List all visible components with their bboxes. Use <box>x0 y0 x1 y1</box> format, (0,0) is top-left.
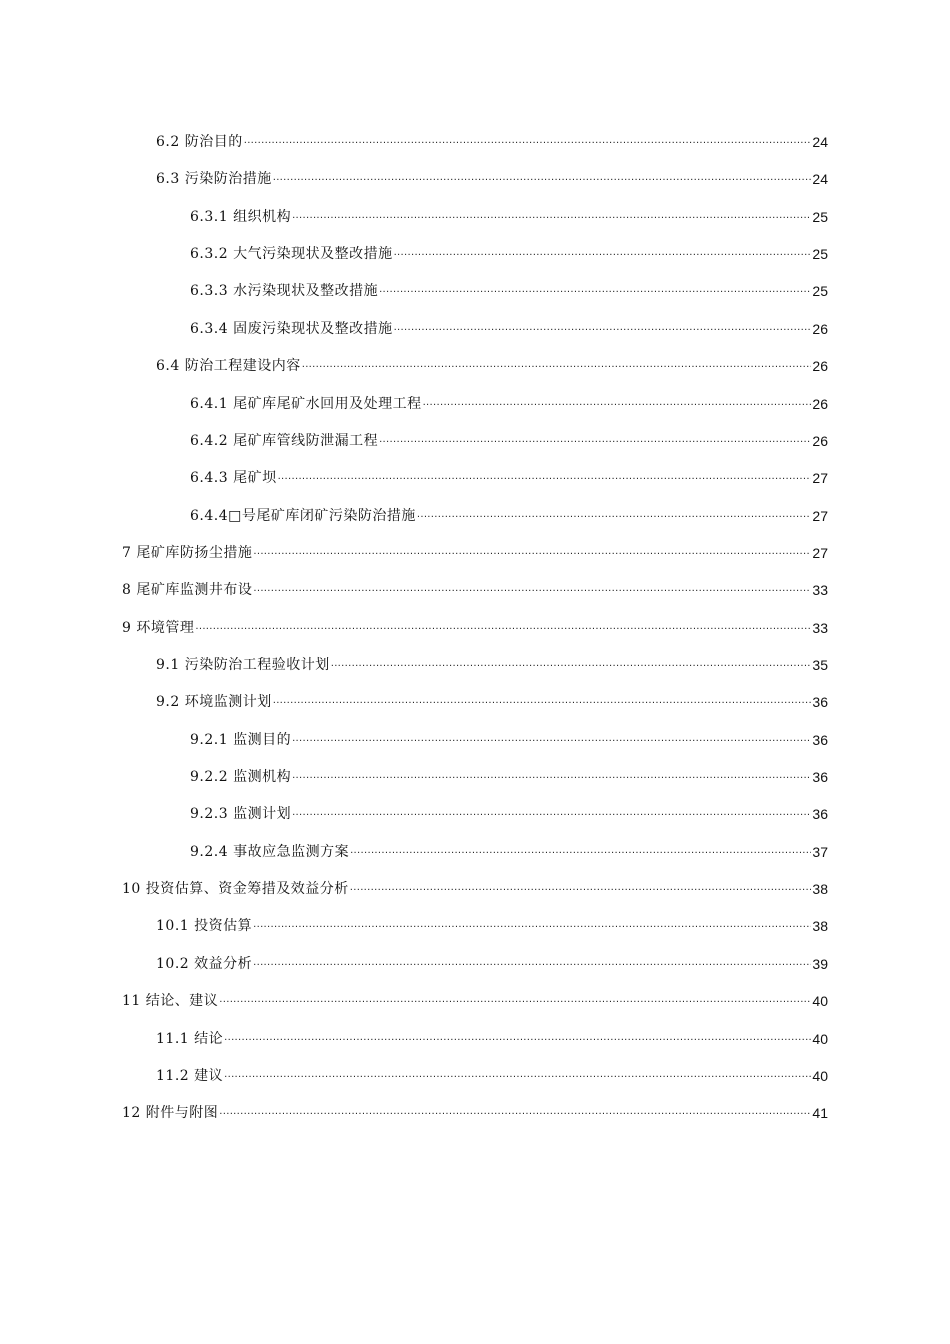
toc-entry-title: 6.3.1 组织机构 <box>190 209 292 225</box>
dot-leader <box>273 171 812 185</box>
toc-entry-title: 9 环境管理 <box>122 620 195 636</box>
toc-entry-page: 40 <box>812 1031 828 1047</box>
dot-leader <box>331 657 812 671</box>
dot-leader <box>292 209 811 223</box>
toc-entry-title: 6.2 防治目的 <box>156 134 243 150</box>
toc-entry[interactable] <box>122 538 828 562</box>
dot-leader <box>219 993 811 1007</box>
dot-leader <box>292 806 811 820</box>
toc-entry[interactable] <box>156 650 828 674</box>
toc-entry-page: 27 <box>812 470 828 486</box>
toc-entry-page: 36 <box>812 732 828 748</box>
toc-entry-page: 26 <box>812 358 828 374</box>
dot-leader <box>379 283 811 297</box>
toc-entry[interactable] <box>190 276 828 300</box>
toc-entry-title: 9.2 环境监测计划 <box>156 694 272 710</box>
toc-entry-title: 6.3.3 水污染现状及整改措施 <box>190 283 379 299</box>
dot-leader <box>417 508 812 522</box>
dot-leader <box>273 694 812 708</box>
toc-entry[interactable] <box>156 127 828 151</box>
toc-entry-page: 36 <box>812 806 828 822</box>
dot-leader <box>224 1031 811 1045</box>
toc-entry-page: 33 <box>812 582 828 598</box>
toc-entry[interactable] <box>190 239 828 263</box>
toc-entry-title: 6.4.3 尾矿坝 <box>190 470 277 486</box>
toc-entry-page: 33 <box>812 620 828 636</box>
toc-entry-page: 25 <box>812 283 828 299</box>
toc-entry[interactable] <box>156 949 828 973</box>
toc-entry-page: 25 <box>812 246 828 262</box>
toc-entry-title: 9.1 污染防治工程验收计划 <box>156 657 330 673</box>
toc-entry[interactable] <box>122 874 828 898</box>
toc-entry-page: 37 <box>812 844 828 860</box>
toc-entry[interactable] <box>156 351 828 375</box>
toc-entry-page: 39 <box>812 956 828 972</box>
toc-entry-title: 6.3 污染防治措施 <box>156 171 272 187</box>
toc-entry[interactable] <box>190 389 828 413</box>
dot-leader <box>253 582 811 596</box>
toc-entry-title: 8 尾矿库监测井布设 <box>122 582 253 598</box>
toc-entry-title: 6.4.1 尾矿库尾矿水回用及处理工程 <box>190 396 422 412</box>
toc-entry[interactable] <box>156 687 828 711</box>
dot-leader <box>350 881 812 895</box>
toc-entry-page: 40 <box>812 1068 828 1084</box>
toc-entry-page: 26 <box>812 321 828 337</box>
toc-entry[interactable] <box>190 799 828 823</box>
toc-entry[interactable] <box>122 986 828 1010</box>
dot-leader <box>302 358 812 372</box>
toc-entry[interactable] <box>190 725 828 749</box>
toc-entry-page: 35 <box>812 657 828 673</box>
toc-entry[interactable] <box>190 202 828 226</box>
toc-entry[interactable] <box>190 501 828 525</box>
toc-entry-page: 36 <box>812 694 828 710</box>
toc-entry-title: 10.1 投资估算 <box>156 918 253 934</box>
toc-entry-title: 6.3.4 固废污染现状及整改措施 <box>190 321 393 337</box>
toc-entry-title: 9.2.3 监测计划 <box>190 806 292 822</box>
toc-entry-page: 41 <box>812 1105 828 1121</box>
toc-entry[interactable] <box>156 911 828 935</box>
toc-entry-title: 7 尾矿库防扬尘措施 <box>122 545 253 561</box>
toc-entry[interactable] <box>190 463 828 487</box>
toc-entry-page: 25 <box>812 209 828 225</box>
toc-entry-title: 11.1 结论 <box>156 1031 224 1047</box>
toc-entry-page: 38 <box>812 918 828 934</box>
toc-entry-title: 12 附件与附图 <box>122 1105 219 1121</box>
toc-entry-title: 10.2 效益分析 <box>156 956 253 972</box>
toc-entry-title: 6.3.2 大气污染现状及整改措施 <box>190 246 393 262</box>
dot-leader <box>292 769 811 783</box>
toc-entry[interactable] <box>122 613 828 637</box>
toc-entry[interactable] <box>122 575 828 599</box>
toc-entry-page: 36 <box>812 769 828 785</box>
toc-entry-title: 10 投资估算、资金筹措及效益分析 <box>122 881 349 897</box>
dot-leader <box>219 1105 811 1119</box>
dot-leader <box>423 396 812 410</box>
toc-entry-page: 26 <box>812 396 828 412</box>
toc-entry[interactable] <box>190 314 828 338</box>
toc-entry-page: 24 <box>812 134 828 150</box>
toc-entry[interactable] <box>156 1061 828 1085</box>
toc-entry-page: 40 <box>812 993 828 1009</box>
dot-leader <box>253 918 811 932</box>
toc-entry-page: 38 <box>812 881 828 897</box>
dot-leader <box>292 732 811 746</box>
dot-leader <box>253 956 811 970</box>
toc-entry-title: 6.4 防治工程建设内容 <box>156 358 301 374</box>
toc-entry[interactable] <box>190 426 828 450</box>
toc-entry[interactable] <box>190 762 828 786</box>
dot-leader <box>224 1068 811 1082</box>
toc-entry-page: 24 <box>812 171 828 187</box>
toc-entry-title: 11 结论、建议 <box>122 993 219 1009</box>
dot-leader <box>253 545 811 559</box>
dot-leader <box>350 844 811 858</box>
dot-leader <box>244 134 812 148</box>
dot-leader <box>394 246 812 260</box>
toc-entry-title: 6.4.2 尾矿库管线防泄漏工程 <box>190 433 379 449</box>
dot-leader <box>278 470 812 484</box>
toc-entry[interactable] <box>190 837 828 861</box>
toc-entry-title: 9.2.2 监测机构 <box>190 769 292 785</box>
dot-leader <box>195 620 811 634</box>
toc-entry-title: 9.2.1 监测目的 <box>190 732 292 748</box>
toc-entry-page: 27 <box>812 545 828 561</box>
toc-entry-title: 11.2 建议 <box>156 1068 224 1084</box>
dot-leader <box>394 321 812 335</box>
dot-leader <box>379 433 811 447</box>
toc-entry[interactable] <box>156 1024 828 1048</box>
toc-entry-title: 9.2.4 事故应急监测方案 <box>190 844 350 860</box>
toc-entry-title: 6.4.4□号尾矿库闭矿污染防治措施 <box>190 508 416 524</box>
toc-entry[interactable] <box>122 1098 828 1122</box>
toc-entry[interactable] <box>156 164 828 188</box>
toc-entry-page: 26 <box>812 433 828 449</box>
toc-entry-page: 27 <box>812 508 828 524</box>
